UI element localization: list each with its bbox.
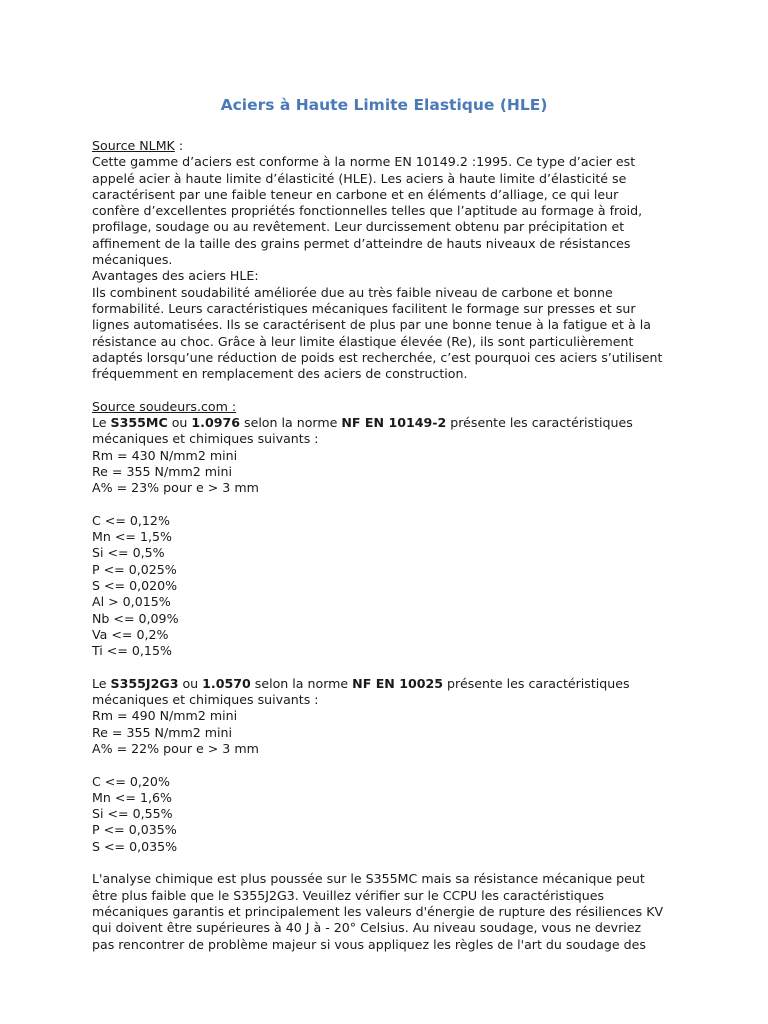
mechanical-property: Re = 355 N/mm2 mini: [92, 463, 232, 479]
s355j2g3-grade: S355J2G3: [110, 675, 179, 691]
source-nlmk-heading: Source NLMK :: [92, 138, 184, 153]
spacer: [92, 757, 692, 773]
document-body: [92, 138, 692, 953]
s355mc-intro-line2: mécaniques et chimiques suivants :: [92, 431, 319, 447]
chemical-property: Nb <= 0,09%: [92, 610, 179, 626]
s355j2g3-intro-line2: mécaniques et chimiques suivants :: [92, 692, 319, 708]
mechanical-property: Re = 355 N/mm2 mini: [92, 724, 232, 740]
source-nlmk-label: Source NLMK: [92, 138, 175, 153]
nlmk-text-line: formabilité. Leurs caractéristiques mécaniques facilitent le formage sur presses et sur: [92, 300, 636, 316]
chemical-property: P <= 0,035%: [92, 822, 177, 838]
chemical-property: Al > 0,015%: [92, 594, 171, 610]
s355j2g3-chemical: [92, 774, 692, 855]
nlmk-text-line: résistance au choc. Grâce à leur limite élastique élevée (Re), ils sont particulièrement: [92, 333, 634, 349]
nlmk-text-line: fréquemment en remplacement des aciers de construction.: [92, 366, 468, 382]
s355mc-grade: S355MC: [110, 415, 168, 431]
s355mc-norm: NF EN 10149-2: [341, 415, 447, 431]
chemical-property: S <= 0,020%: [92, 578, 178, 594]
nlmk-text-line: adaptés lorsqu’une réduction de poids est recherchée, c’est pourquoi ces aciers s’utilisent: [92, 349, 663, 365]
nlmk-text-line: Avantages des aciers HLE:: [92, 268, 259, 284]
conclusion-paragraph: [92, 871, 692, 952]
nlmk-text-line: appelé acier à haute limite d’élasticité (HLE). Les aciers à haute limite d’élasticité se: [92, 170, 627, 186]
conclusion-line: pas rencontrer de problème majeur si vous appliquez les règles de l'art du soudage des: [92, 936, 646, 952]
s355j2g3-norm: NF EN 10025: [352, 675, 444, 691]
spacer: [92, 660, 692, 676]
nlmk-text-line: Ils combinent soudabilité améliorée due au très faible niveau de carbone et bonne: [92, 284, 613, 300]
spacer: [92, 497, 692, 513]
chemical-property: S <= 0,035%: [92, 838, 178, 854]
conclusion-line: être plus faible que le S355J2G3. Veuillez vérifier sur le CCPU les caractéristiques: [92, 887, 605, 903]
spacer: [92, 382, 692, 398]
nlmk-text-line: lignes automatisées. Ils se caractérisent de plus par une bonne tenue à la fatigue et à la: [92, 317, 651, 333]
s355j2g3-mechanical: [92, 708, 692, 757]
nlmk-text-line: profilage, soudage ou au revêtement. Leur durcissement obtenu par précipitation et: [92, 219, 625, 235]
chemical-property: P <= 0,025%: [92, 561, 177, 577]
s355j2g3-intro: Le S355J2G3 ou 1.0570 selon la norme NF EN 10025 présente les caractéristiques: [92, 675, 630, 691]
mechanical-property: Rm = 430 N/mm2 mini: [92, 447, 238, 463]
conclusion-line: qui doivent être supérieures à 40 J à - 20° Celsius. Au niveau soudage, vous ne devriez: [92, 920, 642, 936]
chemical-property: Si <= 0,5%: [92, 545, 165, 561]
s355mc-chemical: [92, 513, 692, 660]
chemical-property: Va <= 0,2%: [92, 626, 169, 642]
chemical-property: Mn <= 1,6%: [92, 789, 172, 805]
nlmk-text-line: affinement de la taille des grains permet d’atteindre de hauts niveaux de résistances: [92, 235, 631, 251]
conclusion-line: L'analyse chimique est plus poussée sur le S355MC mais sa résistance mécanique peut: [92, 871, 645, 887]
s355j2g3-number: 1.0570: [202, 675, 251, 691]
mechanical-property: A% = 23% pour e > 3 mm: [92, 480, 259, 496]
s355mc-intro: Le S355MC ou 1.0976 selon la norme NF EN 10149-2 présente les caractéristiques: [92, 415, 633, 431]
mechanical-property: Rm = 490 N/mm2 mini: [92, 708, 238, 724]
chemical-property: Ti <= 0,15%: [92, 643, 172, 659]
source-soudeurs-label: Source soudeurs.com :: [92, 398, 237, 414]
conclusion-line: mécaniques garantis et principalement les valeurs d'énergie de rupture des résiliences KV: [92, 903, 664, 919]
s355mc-mechanical: [92, 448, 692, 497]
nlmk-text-line: mécaniques.: [92, 252, 173, 268]
document-title: Aciers à Haute Limite Elastique (HLE): [220, 96, 548, 114]
chemical-property: Si <= 0,55%: [92, 806, 173, 822]
nlmk-text-line: caractérisent par une faible teneur en carbone et en éléments d’alliage, ce qui leur: [92, 186, 619, 202]
chemical-property: Mn <= 1,5%: [92, 529, 172, 545]
nlmk-text-line: confère d’excellentes propriétés fonctionnelles telles que l’aptitude au formage à froid,: [92, 203, 643, 219]
s355mc-number: 1.0976: [191, 415, 240, 431]
mechanical-property: A% = 22% pour e > 3 mm: [92, 740, 259, 756]
spacer: [92, 855, 692, 871]
source-soudeurs-heading: [92, 399, 692, 415]
nlmk-text: [92, 154, 692, 382]
chemical-property: C <= 0,20%: [92, 773, 170, 789]
nlmk-text-line: Cette gamme d’aciers est conforme à la norme EN 10149.2 :1995. Ce type d’acier est: [92, 154, 636, 170]
chemical-property: C <= 0,12%: [92, 512, 170, 528]
